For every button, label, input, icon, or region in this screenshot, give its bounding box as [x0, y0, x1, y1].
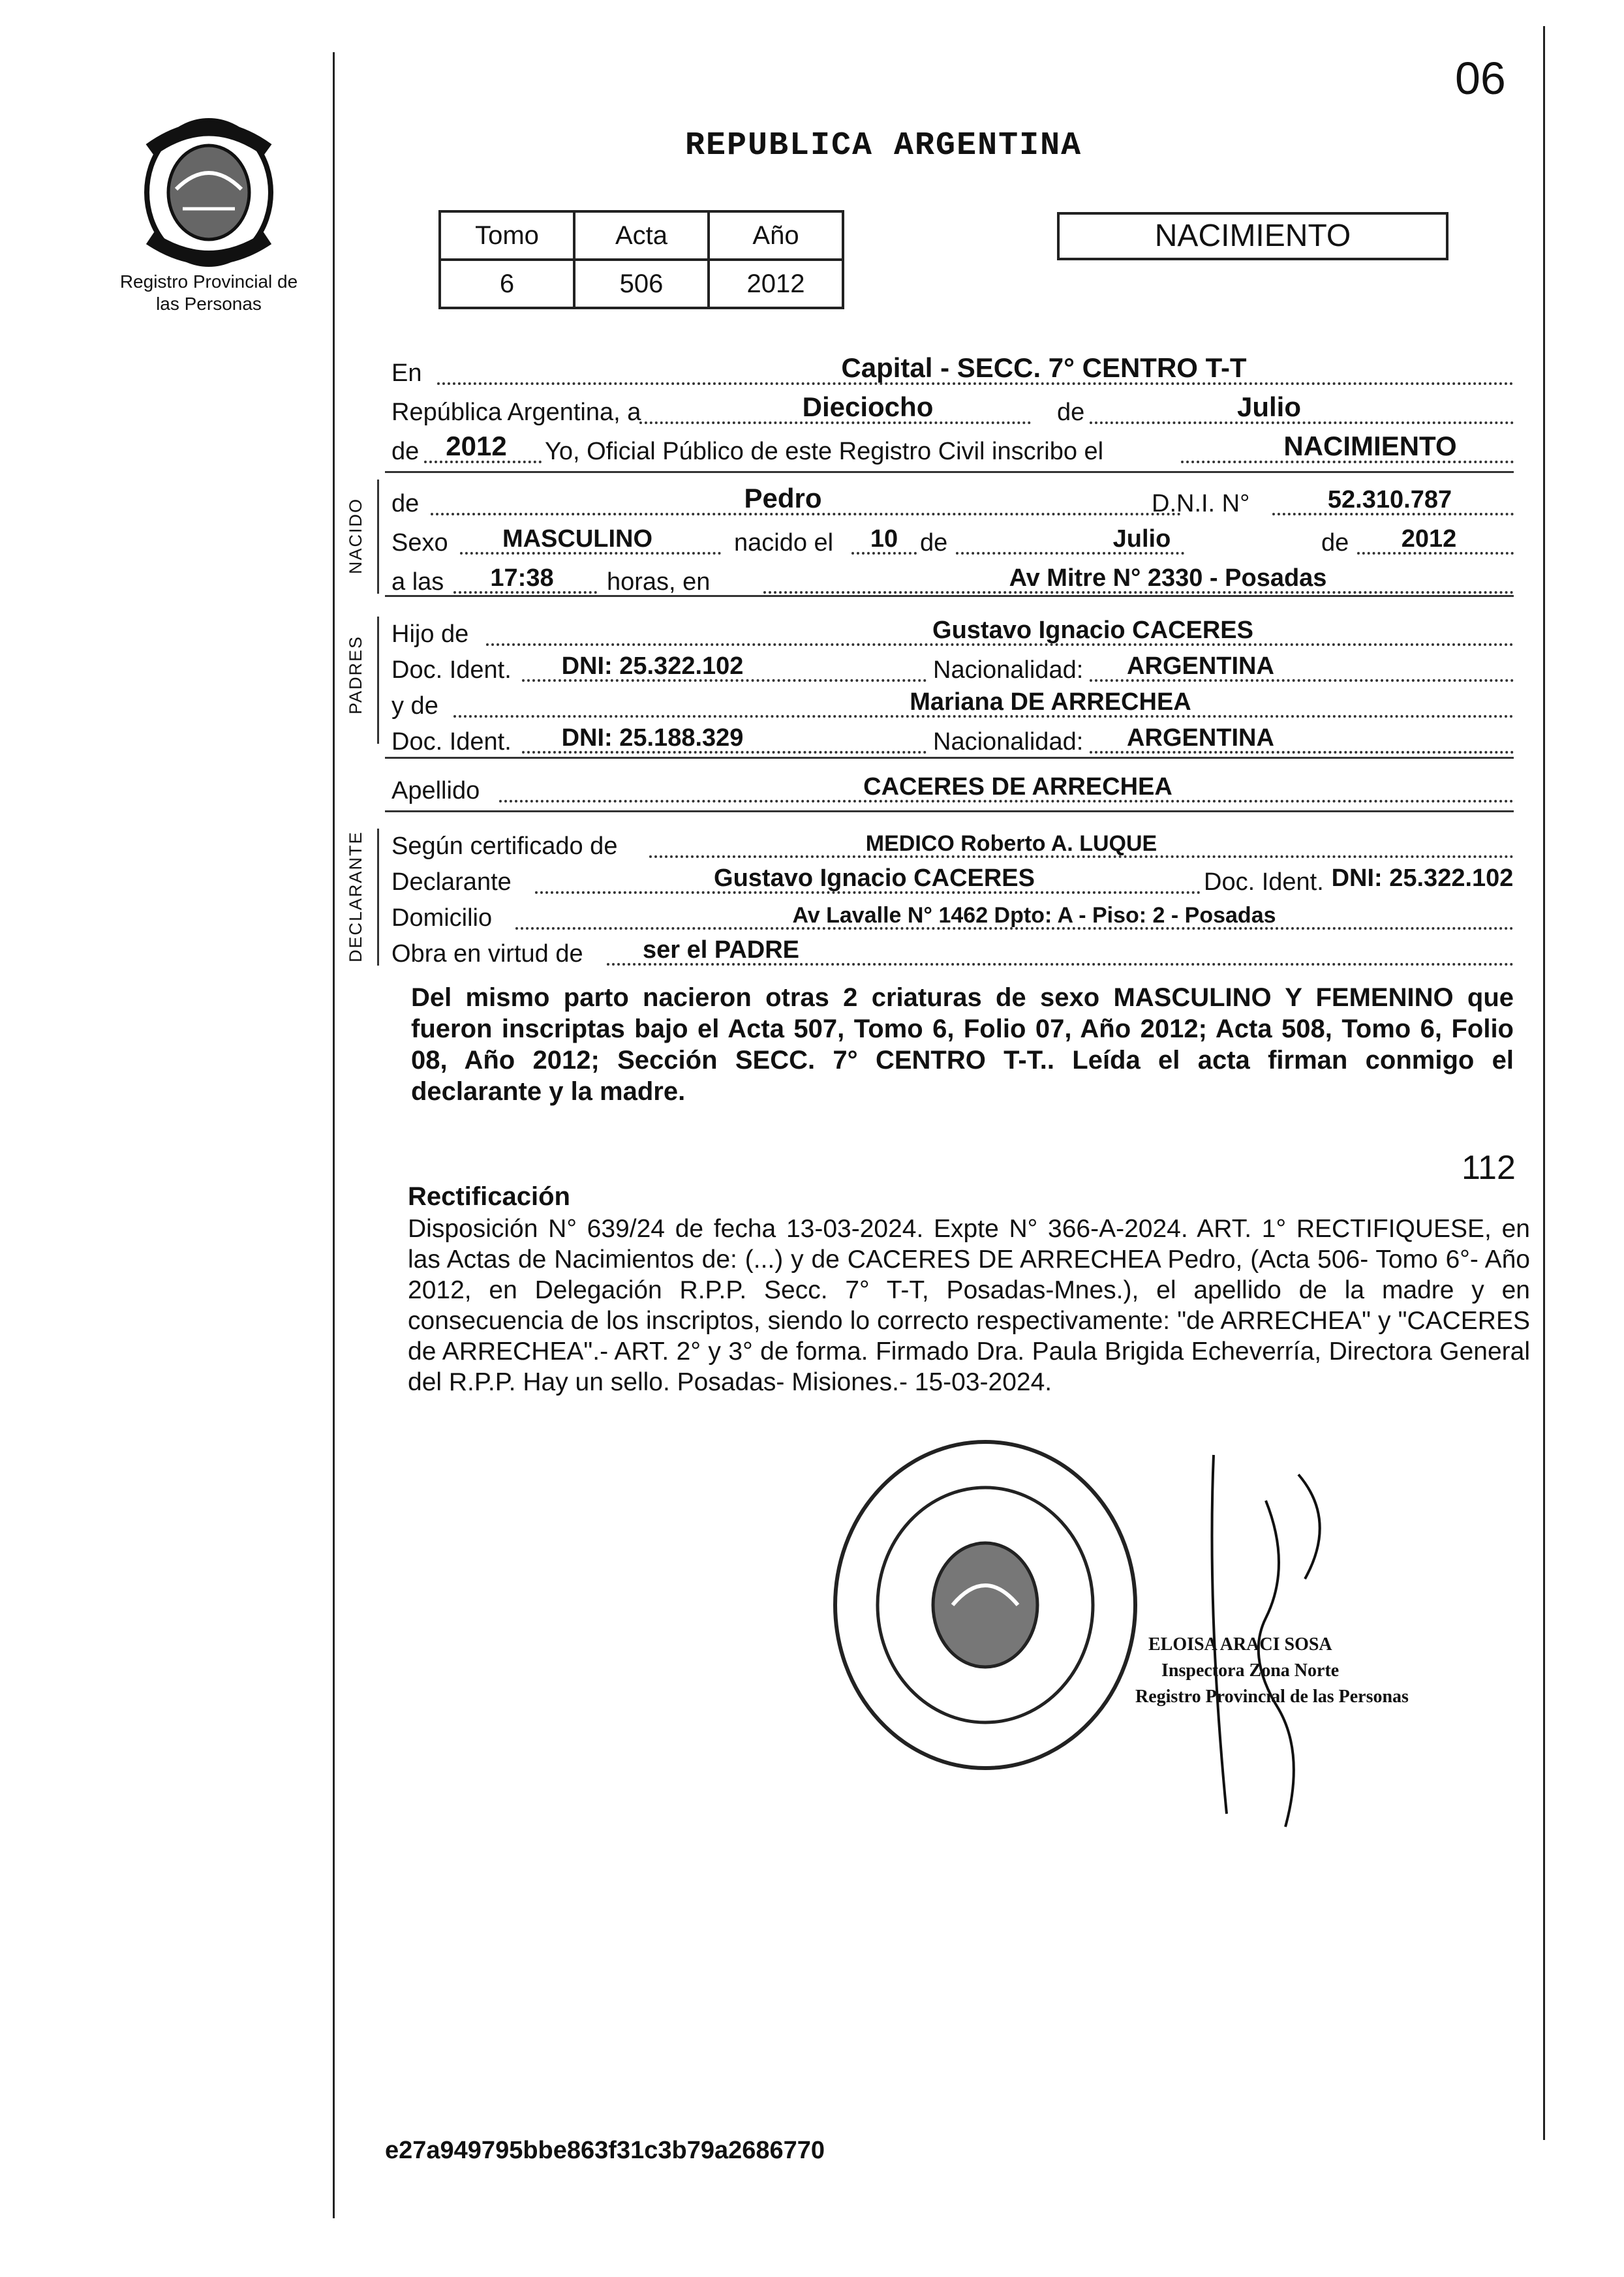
- left-margin-line: [333, 52, 335, 2218]
- signature-name: ELOISA ARACI SOSA: [1148, 1634, 1332, 1655]
- separator: [385, 595, 1514, 597]
- row-republica: [391, 391, 1514, 431]
- row-declarante: [391, 861, 1514, 900]
- label: Domicilio: [391, 904, 493, 932]
- birth-year: 2012: [1401, 525, 1457, 553]
- nombre-value: Pedro: [744, 483, 822, 513]
- father-doc: DNI: 25.322.102: [561, 652, 744, 680]
- label: Declarante: [391, 868, 512, 896]
- label: Nacionalidad:: [933, 656, 1084, 684]
- label: y de: [391, 692, 438, 720]
- label: Según certificado de: [391, 833, 618, 860]
- table-cell: 6: [440, 260, 574, 308]
- row-madre: [391, 685, 1514, 724]
- label: de: [391, 490, 420, 517]
- place-value: Av Mitre N° 2330 - Posadas: [1009, 564, 1327, 592]
- label: Nacionalidad:: [933, 728, 1084, 756]
- birth-month: Julio: [1112, 525, 1171, 553]
- row-domicilio: [391, 897, 1514, 936]
- page-number: 06: [1455, 53, 1506, 104]
- separator: [385, 757, 1514, 759]
- section-nacido: NACIDO: [346, 497, 365, 574]
- right-margin-line: [1543, 26, 1545, 2140]
- row-obra: [391, 933, 1514, 972]
- table-cell: 2012: [709, 260, 843, 308]
- row-nombre: [391, 483, 1514, 522]
- mother-doc: DNI: 25.188.329: [561, 724, 744, 752]
- bracket: [377, 617, 379, 744]
- marginal-number: 112: [1462, 1149, 1516, 1187]
- birth-day: 10: [870, 525, 898, 553]
- day-value: Dieciocho: [802, 391, 934, 422]
- official-stamp: [822, 1435, 1148, 1775]
- table-header: Acta: [574, 211, 709, 260]
- row-sexo: [391, 522, 1514, 561]
- record-table: [438, 210, 844, 309]
- rectificacion-title: Rectificación: [408, 1182, 570, 1211]
- label: Hijo de: [391, 620, 469, 648]
- label: En: [391, 359, 422, 387]
- label: Doc. Ident.: [1204, 868, 1324, 896]
- footer-hash: e27a949795bbe863f31c3b79a2686770: [385, 2137, 825, 2164]
- inscribo-value: NACIMIENTO: [1283, 431, 1457, 461]
- obra-value: ser el PADRE: [642, 936, 800, 964]
- father-nat: ARGENTINA: [1127, 652, 1274, 680]
- row-hijo: [391, 613, 1514, 652]
- sexo-value: MASCULINO: [502, 525, 653, 553]
- label: Doc. Ident.: [391, 728, 512, 756]
- label: Obra en virtud de: [391, 940, 583, 968]
- apellido-value: CACERES DE ARRECHEA: [863, 773, 1172, 801]
- label: Apellido: [391, 777, 480, 804]
- row-cert: [391, 825, 1514, 864]
- doc-type-box: [1057, 212, 1448, 260]
- signature-role: Inspectora Zona Norte: [1161, 1660, 1340, 1681]
- rectificacion-text: Disposición N° 639/24 de fecha 13-03-2024. Expte N° 366-A-2024. ART. 1° RECTIFIQUESE, en las Actas de Nacimientos de: (...) y de CACERES DE ARRECHEA Pedro, (Acta 506- Tomo 6°- Año 2012, en Delegación R.P.P. Secc. 7° T-T, Posadas-Mnes.), el apellido de la madre y en consecuencia de los inscriptos, siendo lo correcto respectivamente: "de ARRECHEA" y "CACERES de ARRECHEA".- ART. 2° y 3° de forma. Firmado Dra. Paula Brigida Echeverría, Directora General del R.P.P. Hay un sello. Posadas- Misiones.- 15-03-2024.: [408, 1215, 1530, 1396]
- label: de: [391, 438, 420, 465]
- mother-value: Mariana DE ARRECHEA: [910, 688, 1191, 716]
- label: República Argentina, a: [391, 399, 641, 426]
- dom-value: Av Lavalle N° 1462 Dpto: A - Piso: 2 - Posadas: [792, 903, 1276, 928]
- signature-org: Registro Provincial de las Personas: [1135, 1687, 1409, 1707]
- bracket: [377, 829, 379, 966]
- province-seal: [124, 111, 294, 274]
- row-en: [391, 352, 1514, 391]
- table-header: Tomo: [440, 211, 574, 260]
- label: D.N.I. N°: [1152, 490, 1250, 517]
- table-header: Año: [709, 211, 843, 260]
- registry-name: Registro Provincial de las Personas: [119, 271, 298, 314]
- year-value: 2012: [446, 431, 507, 461]
- label: horas, en: [607, 568, 711, 596]
- decl-value: Gustavo Ignacio CACERES: [714, 864, 1035, 892]
- row-hora: [391, 561, 1514, 600]
- label: de: [920, 529, 948, 557]
- label: Yo, Oficial Público de este Registro Civil inscribo el: [545, 438, 1104, 465]
- mother-nat: ARGENTINA: [1127, 724, 1274, 752]
- twins-note: Del mismo parto nacieron otras 2 criaturas de sexo MASCULINO Y FEMENINO que fueron inscriptas bajo el Acta 507, Tomo 6, Folio 07, Año 2012; Acta 508, Tomo 6, Folio 08, Año 2012; Sección SECC. 7° CENTRO T-T.. Leída el acta firman conmigo el declarante y la madre.: [411, 983, 1514, 1106]
- father-value: Gustavo Ignacio CACERES: [932, 617, 1253, 644]
- table-cell: 506: [574, 260, 709, 308]
- month-value: Julio: [1236, 391, 1302, 422]
- separator: [385, 810, 1514, 812]
- decl-doc-value: DNI: 25.322.102: [1331, 864, 1514, 892]
- section-padres: PADRES: [346, 635, 365, 714]
- bracket: [377, 480, 379, 594]
- time-value: 17:38: [490, 564, 554, 592]
- country-title: REPUBLICA ARGENTINA: [685, 127, 1082, 164]
- section-declarante: DECLARANTE: [346, 831, 365, 962]
- row-father-doc: [391, 649, 1514, 688]
- en-value: Capital - SECC. 7° CENTRO T-T: [841, 352, 1247, 383]
- dots: [1090, 421, 1514, 424]
- label: a las: [391, 568, 444, 596]
- row-mother-doc: [391, 721, 1514, 760]
- label: de: [1057, 399, 1085, 426]
- doc-type: NACIMIENTO: [1154, 219, 1351, 253]
- row-year: [391, 431, 1514, 470]
- label: de: [1321, 529, 1349, 557]
- label: Sexo: [391, 529, 448, 557]
- dni-value: 52.310.787: [1327, 486, 1452, 513]
- row-apellido: [391, 770, 1514, 809]
- separator: [385, 471, 1514, 473]
- cert-value: MEDICO Roberto A. LUQUE: [865, 831, 1157, 856]
- label: Doc. Ident.: [391, 656, 512, 684]
- label: nacido el: [734, 529, 834, 557]
